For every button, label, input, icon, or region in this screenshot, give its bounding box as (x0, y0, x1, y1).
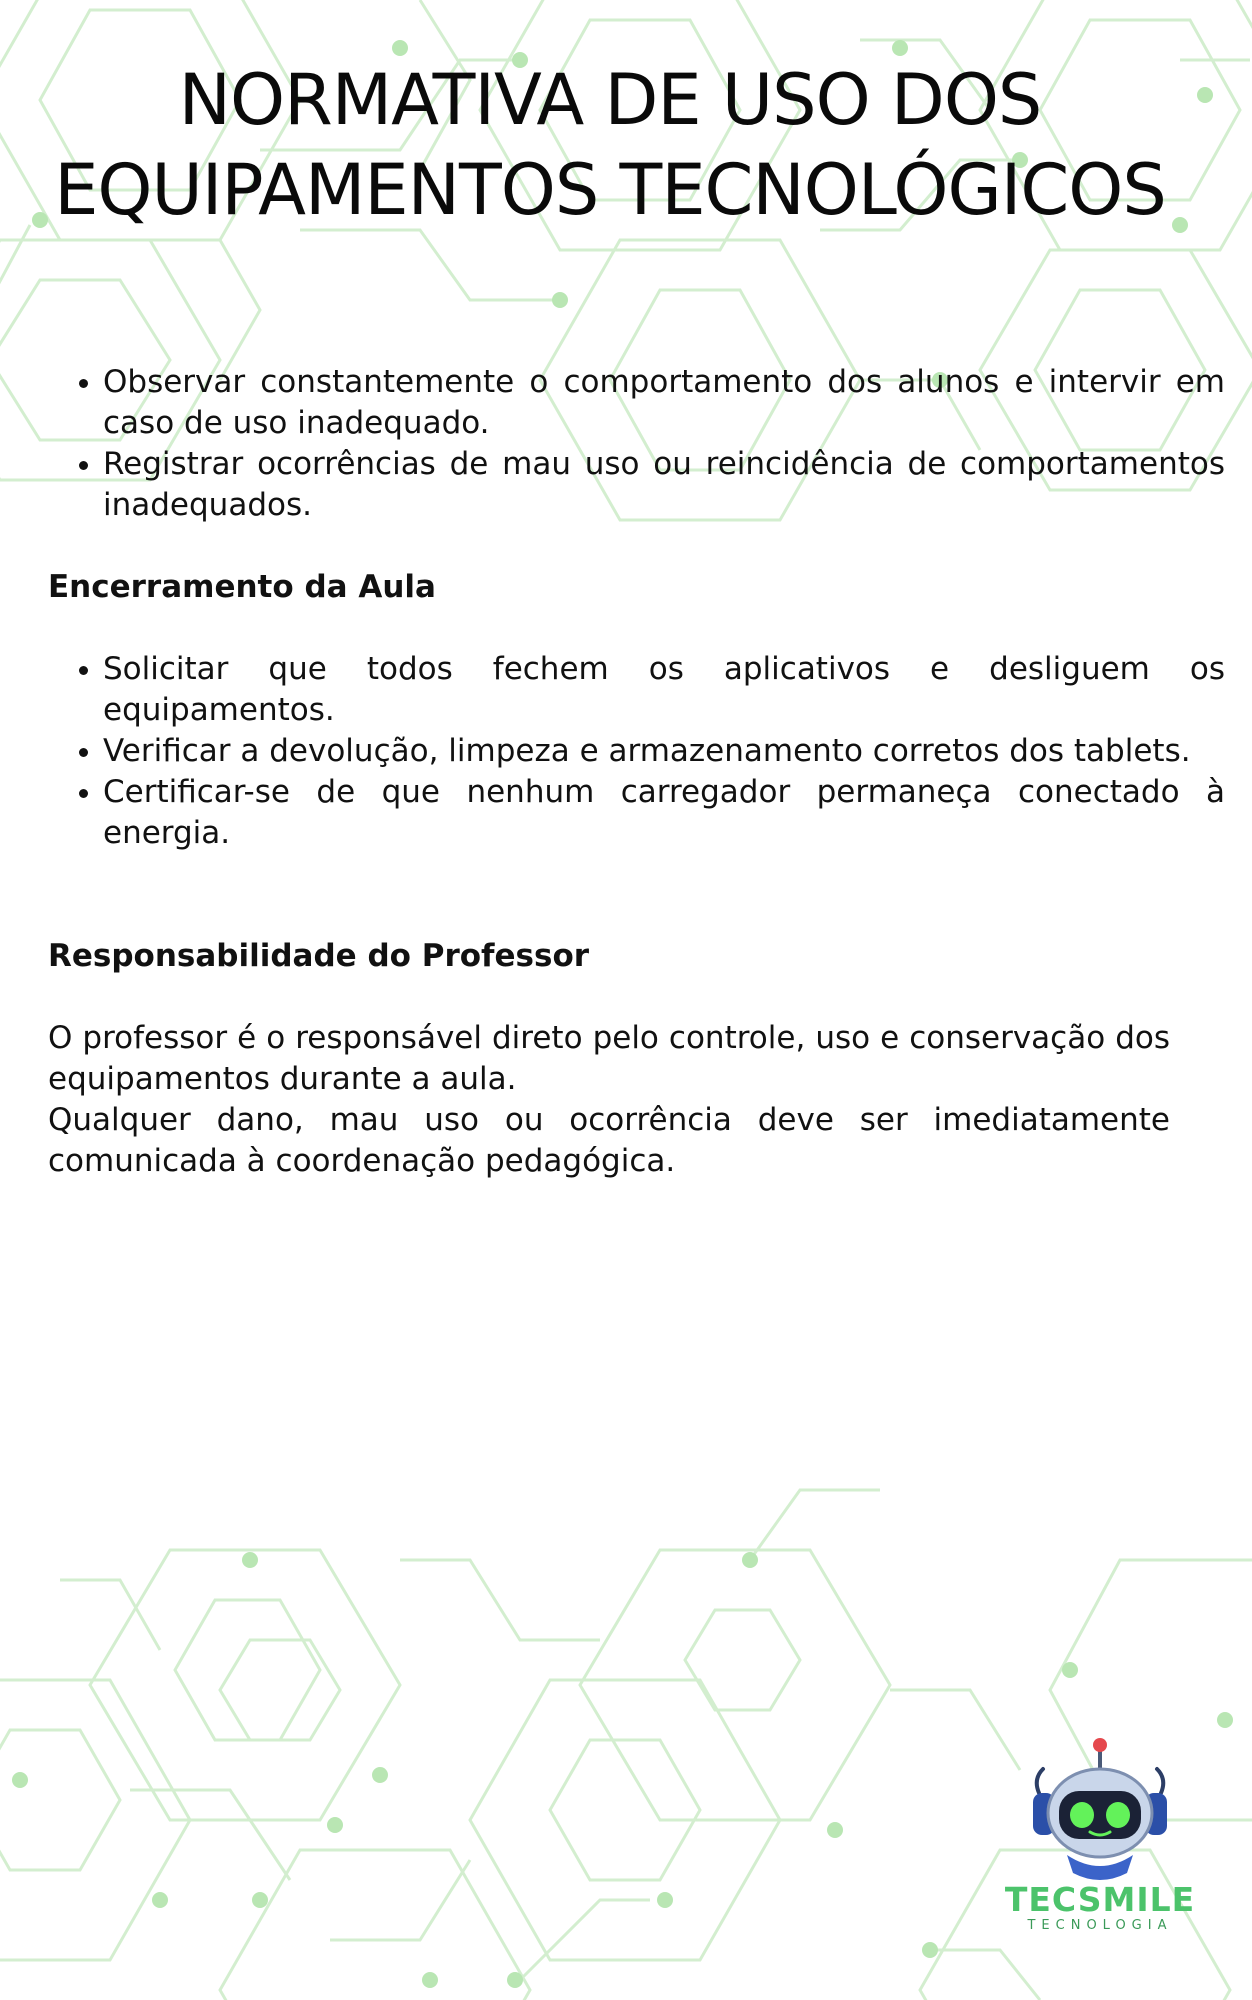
brand-subtitle: TECNOLOGIA (1027, 1918, 1173, 1933)
intro-bullet-list (48, 362, 1225, 526)
document-title (30, 55, 1190, 235)
list-item: • Registrar ocorrências de mau uso ou reincidência de comportamentos inadequados. (103, 444, 1225, 526)
section-heading-responsibility: Responsabilidade do Professor (48, 938, 590, 974)
title-line-2: EQUIPAMENTOS TECNOLÓGICOS (54, 149, 1166, 231)
responsibility-paragraph-2: Qualquer dano, mau uso ou ocorrência deve ser imediatamente comunicada à coordenação pedagógica. (48, 1102, 1170, 1179)
list-item: • Solicitar que todos fechem os aplicativos e desliguem os equipamentos. (103, 649, 1225, 731)
section-heading-closing: Encerramento da Aula (48, 569, 436, 605)
robot-mascot-icon (995, 1735, 1205, 1935)
list-item: • Certificar-se de que nenhum carregador permaneça conectado à energia. (103, 772, 1225, 854)
list-item: • Observar constantemente o comportamento dos alunos e intervir em caso de uso inadequado. (103, 362, 1225, 444)
title-line-1: NORMATIVA DE USO DOS (178, 59, 1042, 141)
brand-name: TECSMILE (1004, 1880, 1196, 1919)
list-item: • Verificar a devolução, limpeza e armazenamento corretos dos tablets. (103, 731, 1225, 772)
responsibility-paragraph-1: O professor é o responsável direto pelo controle, uso e conservação dos equipamentos durante a aula. (48, 1020, 1170, 1097)
closing-bullet-list (48, 649, 1225, 854)
